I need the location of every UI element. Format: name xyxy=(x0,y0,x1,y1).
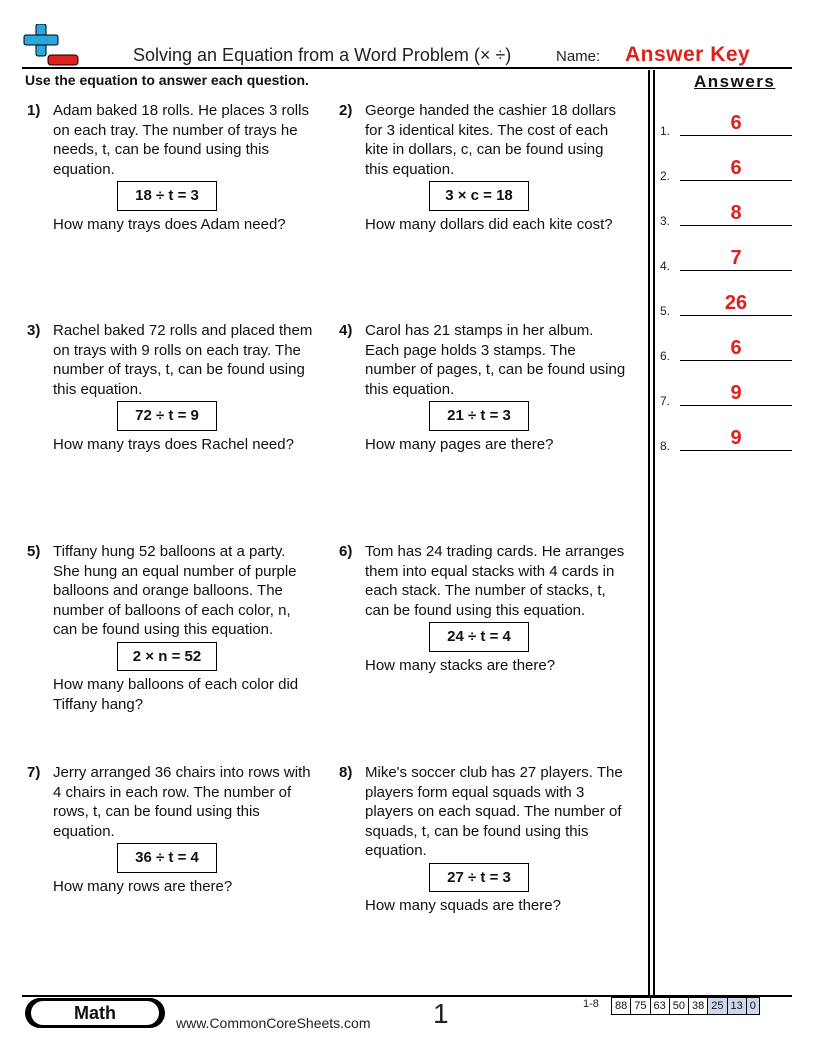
answer-number: 2. xyxy=(660,169,671,183)
score-cell: 38 xyxy=(689,998,708,1015)
answer-value: 9 xyxy=(730,382,742,404)
answer-value: 7 xyxy=(730,247,742,269)
answer-number: 5. xyxy=(660,304,671,318)
equation-box: 27 ÷ t = 3 xyxy=(429,863,529,893)
answer-line xyxy=(680,135,792,136)
problem-question: How many balloons of each color did Tiffany hang? xyxy=(53,676,299,713)
answer-number: 4. xyxy=(660,259,671,273)
problem-text: Tiffany hung 52 balloons at a party. She hung an equal number of purple balloons and orange balloons. The number of balloons of each color, n, can be found using this equation. xyxy=(53,543,297,638)
equation-box: 18 ÷ t = 3 xyxy=(117,181,217,211)
problem-question: How many rows are there? xyxy=(53,877,233,895)
equation-box: 2 × n = 52 xyxy=(117,642,217,672)
answer-value: 9 xyxy=(730,427,742,449)
score-cell: 63 xyxy=(650,998,669,1015)
answer-row-4 xyxy=(660,247,792,273)
answer-value: 6 xyxy=(730,112,742,134)
answer-value: 26 xyxy=(724,292,748,314)
header-divider xyxy=(22,67,792,69)
problem-number: 4) xyxy=(339,322,353,339)
subject-badge xyxy=(25,998,165,1028)
answer-row-8 xyxy=(660,427,792,453)
answers-heading: Answers xyxy=(694,72,776,91)
score-table xyxy=(611,997,760,1015)
name-label: Name: xyxy=(556,48,601,65)
answer-line xyxy=(680,225,792,226)
answer-number: 8. xyxy=(660,439,671,453)
answer-row-3 xyxy=(660,202,792,228)
worksheet-title: Solving an Equation from a Word Problem (× ÷) xyxy=(133,45,512,65)
problem-number: 1) xyxy=(27,102,41,119)
problem-3 xyxy=(27,321,315,454)
answer-number: 6. xyxy=(660,349,671,363)
answer-line xyxy=(680,405,792,406)
problem-question: How many squads are there? xyxy=(365,897,561,914)
problem-6 xyxy=(339,542,627,675)
problem-number: 8) xyxy=(339,764,353,781)
problem-text: Tom has 24 trading cards. He arranges them into equal stacks with 4 cards in each stack. The number of stacks, t, can be found using this equation. xyxy=(365,543,625,619)
answer-row-5 xyxy=(660,292,792,318)
problem-question: How many trays does Adam need? xyxy=(53,215,286,233)
equation-box: 21 ÷ t = 3 xyxy=(429,401,529,431)
answer-line xyxy=(680,450,792,451)
problem-text: Carol has 21 stamps in her album. Each page holds 3 stamps. The number of pages, t, can be found using this equation. xyxy=(365,322,626,398)
problem-8 xyxy=(339,763,627,916)
subject-label: Math xyxy=(31,1001,159,1025)
problem-number: 2) xyxy=(339,102,353,119)
answer-column-divider xyxy=(653,70,655,997)
plus-minus-logo-icon xyxy=(22,24,80,68)
problem-text: Adam baked 18 rolls. He places 3 rolls on each tray. The number of trays he needs, t, can be found using this equation. xyxy=(53,102,309,178)
answer-number: 3. xyxy=(660,214,671,228)
answer-value: 6 xyxy=(730,337,742,359)
problem-7 xyxy=(27,763,315,896)
score-cell: 75 xyxy=(631,998,650,1015)
score-cell: 88 xyxy=(612,998,631,1015)
problem-2 xyxy=(339,101,627,234)
page-number: 1 xyxy=(433,998,449,1029)
equation-box: 36 ÷ t = 4 xyxy=(117,843,217,873)
answer-row-6 xyxy=(660,337,792,363)
answer-line xyxy=(680,270,792,271)
answer-key-label: Answer Key xyxy=(625,43,751,66)
problem-5 xyxy=(27,542,315,714)
answer-row-7 xyxy=(660,382,792,408)
answer-line xyxy=(680,360,792,361)
problem-question: How many pages are there? xyxy=(365,435,554,453)
answer-column-divider xyxy=(648,70,650,997)
answer-value: 6 xyxy=(730,157,742,179)
answer-line xyxy=(680,180,792,181)
score-cell: 25 xyxy=(708,998,727,1015)
problem-text: Jerry arranged 36 chairs into rows with 4 chairs in each row. The number of rows, t, can be found using this equation. xyxy=(53,764,311,840)
equation-box: 72 ÷ t = 9 xyxy=(117,401,217,431)
problem-1 xyxy=(27,101,315,234)
answer-row-2 xyxy=(660,157,792,183)
problem-number: 6) xyxy=(339,543,353,560)
answer-number: 7. xyxy=(660,394,671,408)
score-cell: 13 xyxy=(727,998,746,1015)
problem-question: How many trays does Rachel need? xyxy=(53,435,294,453)
score-cell: 50 xyxy=(669,998,688,1015)
score-range-label: 1-8 xyxy=(583,998,599,1010)
problem-number: 3) xyxy=(27,322,41,339)
equation-box: 3 × c = 18 xyxy=(429,181,529,211)
problem-4 xyxy=(339,321,627,454)
problem-number: 5) xyxy=(27,543,41,560)
answer-value: 8 xyxy=(730,202,742,224)
instructions: Use the equation to answer each question. xyxy=(25,72,309,88)
problem-text: George handed the cashier 18 dollars for 3 identical kites. The cost of each kite in dollars, c, can be found using this equation. xyxy=(365,102,617,178)
problem-question: How many dollars did each kite cost? xyxy=(365,215,613,233)
score-cell: 0 xyxy=(746,998,759,1015)
problem-text: Rachel baked 72 rolls and placed them on trays with 9 rolls on each tray. The number of trays, t, can be found using this equation. xyxy=(53,322,313,398)
answer-row-1 xyxy=(660,112,792,138)
problem-text: Mike's soccer club has 27 players. The players form equal squads with 3 players on each squad. The number of squads, t, can be found using this equation. xyxy=(365,764,623,859)
answer-line xyxy=(680,315,792,316)
problem-question: How many stacks are there? xyxy=(365,656,556,674)
website-link[interactable]: www.CommonCoreSheets.com xyxy=(176,1015,371,1031)
answer-number: 1. xyxy=(660,124,671,138)
problem-number: 7) xyxy=(27,764,41,781)
equation-box: 24 ÷ t = 4 xyxy=(429,622,529,652)
